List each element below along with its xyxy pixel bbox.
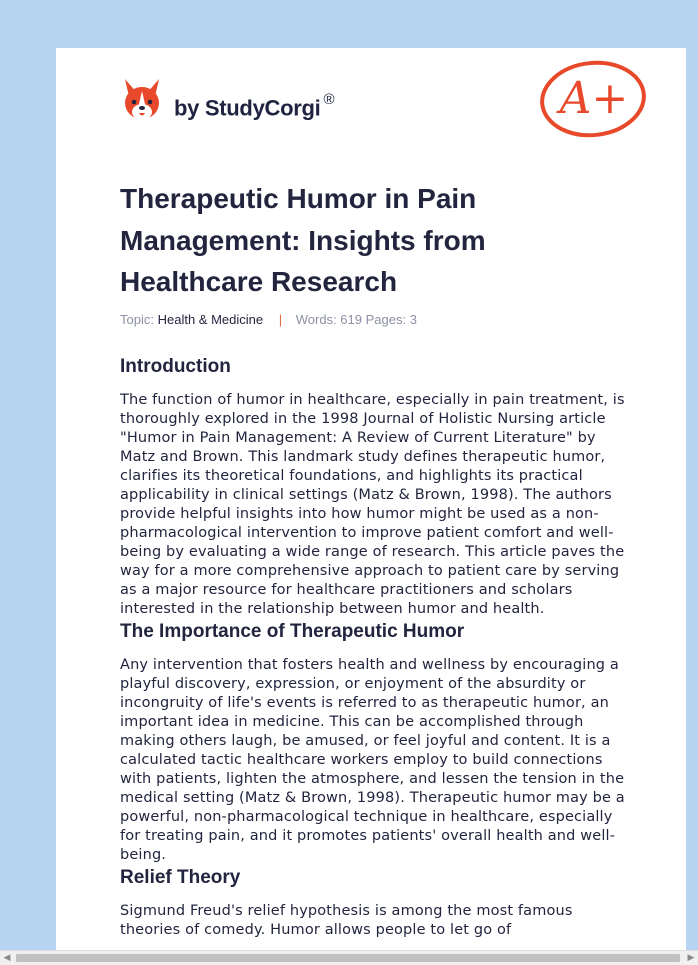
- scroll-left-arrow-icon[interactable]: ◀: [3, 953, 11, 963]
- grade-text: A+: [559, 73, 629, 124]
- scroll-right-arrow-icon[interactable]: ▶: [687, 953, 695, 963]
- section-paragraph: Sigmund Freud's relief hypothesis is among the most famous theories of comedy. Humor allows people to let go of: [120, 903, 573, 938]
- section-heading: The Importance of Therapeutic Humor: [120, 621, 465, 642]
- registered-mark: ®: [323, 91, 335, 108]
- topic-label: Topic:: [120, 312, 154, 327]
- corgi-logo-icon[interactable]: [122, 77, 162, 121]
- brand-name[interactable]: [174, 91, 335, 121]
- document-meta: [120, 312, 417, 327]
- horizontal-scrollbar[interactable]: [0, 950, 698, 965]
- section-paragraph: Any intervention that fosters health and wellness by encouraging a playful discovery, expression, or enjoyment of the absurdity or incongruity of life's events is referred to as therapeutic humor, an important idea in medicine. This can be accomplished through making others laugh, be amused, or feel joyful and content. It is a calculated tactic healthcare workers employ to build connections with patients, lighten the atmosphere, and lessen the tension in the medical setting (Matz & Brown, 1998). Therapeutic humor may be a powerful, non-pharmacological technique in healthcare, especially for treating pain, and it promotes patients' overall health and well-being.: [120, 657, 625, 863]
- section-heading: Relief Theory: [120, 867, 241, 888]
- document-page: [56, 48, 686, 950]
- meta-separator: |: [278, 312, 283, 327]
- document-content: [120, 356, 635, 940]
- word-count: Words: 619: [295, 312, 362, 327]
- section-heading: Introduction: [120, 356, 231, 377]
- section-paragraph: The function of humor in healthcare, especially in pain treatment, is thoroughly explored in the 1998 Journal of Holistic Nursing article "Humor in Pain Management: A Review of Current Literature" by Matz and Brown. This landmark study defines therapeutic humor, clarifies its theoretical foundations, and highlights its practical applicability in clinical settings (Matz & Brown, 1998). The authors provide helpful insights into how humor might be used as a non-pharmacological intervention to improve patient comfort and well-being by evaluating a wide range of research. This article paves the way for a more comprehensive approach to patient care by serving as a major resource for healthcare practitioners and scholars interested in the relationship between humor and health.: [120, 392, 625, 617]
- scrollbar-thumb[interactable]: [16, 954, 680, 962]
- topic-link[interactable]: Health & Medicine: [157, 312, 264, 327]
- document-title: Therapeutic Humor in Pain Management: Insights from Healthcare Research: [120, 183, 486, 297]
- page-count: Pages: 3: [365, 312, 417, 327]
- brand-text: by StudyCorgi: [174, 95, 321, 121]
- grade-a-plus-icon: [538, 60, 648, 140]
